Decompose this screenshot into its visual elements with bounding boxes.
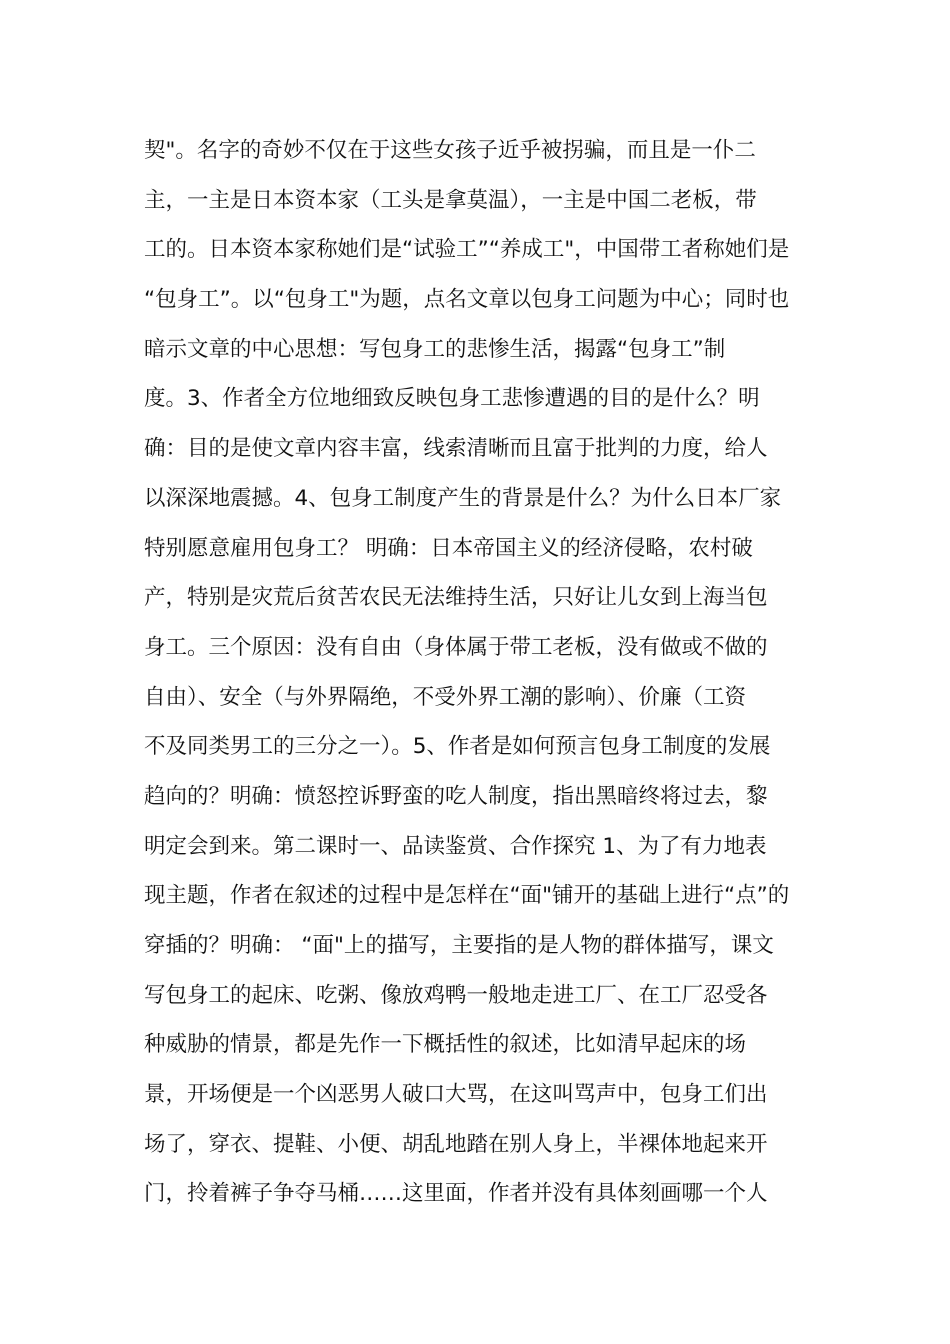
text-line: 自由）、安全（与外界隔绝，不受外界工潮的影响）、价廉（工资 (144, 684, 747, 710)
text-line: 写包身工的起床、吃粥、像放鸡鸭一般地走进工厂、在工厂忍受各 (144, 982, 768, 1008)
text-line: 现主题，作者在叙述的过程中是怎样在“面"铺开的基础上进行“点”的 (144, 883, 790, 909)
text-line: 度。3、作者全方位地细致反映包身工悲惨遭遇的目的是什么？明 (144, 386, 760, 412)
text-line: 主，一主是日本资本家（工头是拿莫温），一主是中国二老板，带 (144, 187, 757, 213)
text-line: 契"。名字的奇妙不仅在于这些女孩子近乎被拐骗，而且是一仆二 (144, 138, 756, 163)
body-text (144, 126, 814, 1219)
text-line: 门，拎着裤子争夺马桶……这里面，作者并没有具体刻画哪一个人 (144, 1181, 768, 1207)
text-line: 不及同类男工的三分之一）。5、作者是如何预言包身工制度的发展 (144, 734, 771, 760)
text-line: 趋向的？明确：愤怒控诉野蛮的吃人制度，指出黑暗终将过去，黎 (144, 783, 768, 809)
text-line: 场了，穿衣、提鞋、小便、胡乱地踏在别人身上，半裸体地起来开 (144, 1131, 768, 1157)
text-line: 明定会到来。第二课时一、品读鉴赏、合作探究 1、为了有力地表 (144, 833, 767, 859)
text-line: 身工。三个原因：没有自由（身体属于带工老板，没有做或不做的 (144, 634, 768, 660)
text-line: 确：目的是使文章内容丰富，线索清晰而且富于批判的力度，给人 (144, 436, 768, 462)
text-line: 种威胁的情景，都是先作一下概括性的叙述，比如清早起床的场 (144, 1032, 747, 1058)
text-line: 景，开场便是一个凶恶男人破口大骂，在这叫骂声中，包身工们出 (144, 1082, 768, 1108)
text-line: 产，特别是灾荒后贫苦农民无法维持生活，只好让儿女到上海当包 (144, 585, 768, 611)
text-line: “包身工”。以“包身工"为题，点名文章以包身工问题为中心；同时也 (144, 287, 790, 313)
text-line: 特别愿意雇用包身工？ 明确：日本帝国主义的经济侵略，农村破 (144, 535, 753, 561)
text-line: 暗示文章的中心思想：写包身工的悲惨生活，揭露“包身工”制 (144, 336, 726, 362)
text-line: 以深深地震撼。4、包身工制度产生的背景是什么？为什么日本厂家 (144, 485, 782, 511)
text-line: 工的。日本资本家称她们是“试验工”“养成工"，中国带工者称她们是 (144, 237, 790, 263)
text-line: 穿插的？明确： “面"上的描写，主要指的是人物的群体描写，课文 (144, 933, 774, 958)
